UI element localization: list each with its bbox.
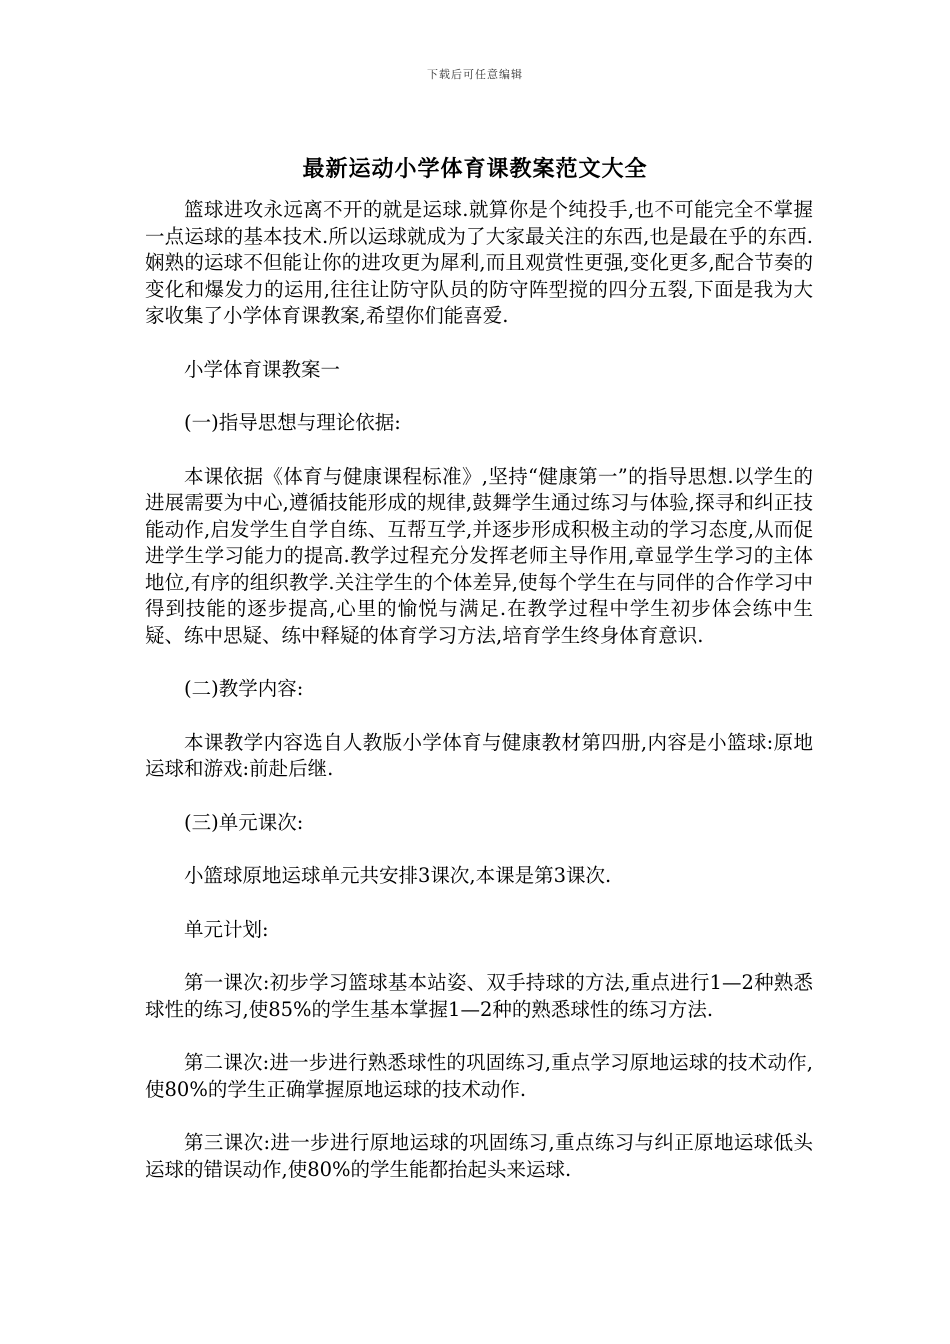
body-paragraph: 第二课次:进一步进行熟悉球性的巩固练习,重点学习原地运球的技术动作,使80%的学生正确掌握原地运球的技术动作. <box>145 1051 813 1101</box>
body-paragraph: 本课教学内容选自人教版小学体育与健康教材第四册,内容是小篮球:原地运球和游戏:前赴后继. <box>145 730 813 780</box>
document-title: 最新运动小学体育课教案范文大全 <box>302 157 648 182</box>
body-paragraph: 小篮球原地运球单元共安排3课次,本课是第3课次. <box>184 864 612 887</box>
header-note: 下载后可任意编辑 <box>427 68 523 81</box>
subsection-heading: (二)教学内容: <box>184 677 304 700</box>
subsection-heading: (三)单元课次: <box>184 810 304 834</box>
document-body <box>145 197 813 1210</box>
body-paragraph: 第一课次:初步学习篮球基本站姿、双手持球的方法,重点进行1—2种熟悉球性的练习,使85%的学生基本掌握1—2种的熟悉球性的练习方法. <box>145 971 813 1021</box>
section-heading: 小学体育课教案一 <box>184 357 341 381</box>
body-paragraph: 本课依据《体育与健康课程标准》,坚持“健康第一”的指导思想.以学生的进展需要为中心,遵循技能形成的规律,鼓舞学生通过练习与体验,探寻和纠正技能动作,启发学生自学自练、互帮互学,并逐步形成积极主动的学习态度,从而促进学生学习能力的提高.教学过程充分发挥老师主导作用,章显学生学习的主体地位,有序的组织教学.关注学生的个体差异,使每个学生在与同伴的合作学习中得到技能的逐步提高,心里的愉悦与满足.在教学过程中学生初步体会练中生疑、练中思疑、练中释疑的体育学习方法,培育学生终身体育意识. <box>145 464 813 647</box>
subsection-heading: 单元计划: <box>184 917 269 941</box>
body-paragraph: 第三课次:进一步进行原地运球的巩固练习,重点练习与纠正原地运球低头运球的错误动作,使80%的学生能都抬起头来运球. <box>145 1131 813 1181</box>
intro-paragraph: 篮球进攻永远离不开的就是运球.就算你是个纯投手,也不可能完全不掌握一点运球的基本技术.所以运球就成为了大家最关注的东西,也是最在乎的东西.娴熟的运球不但能让你的进攻更为犀利,而且观赏性更强,变化更多,配合节奏的变化和爆发力的运用,往往让防守队员的防守阵型搅的四分五裂,下面是我为大家收集了小学体育课教案,希望你们能喜爱. <box>145 198 813 327</box>
subsection-heading: (一)指导思想与理论依据: <box>184 411 401 434</box>
